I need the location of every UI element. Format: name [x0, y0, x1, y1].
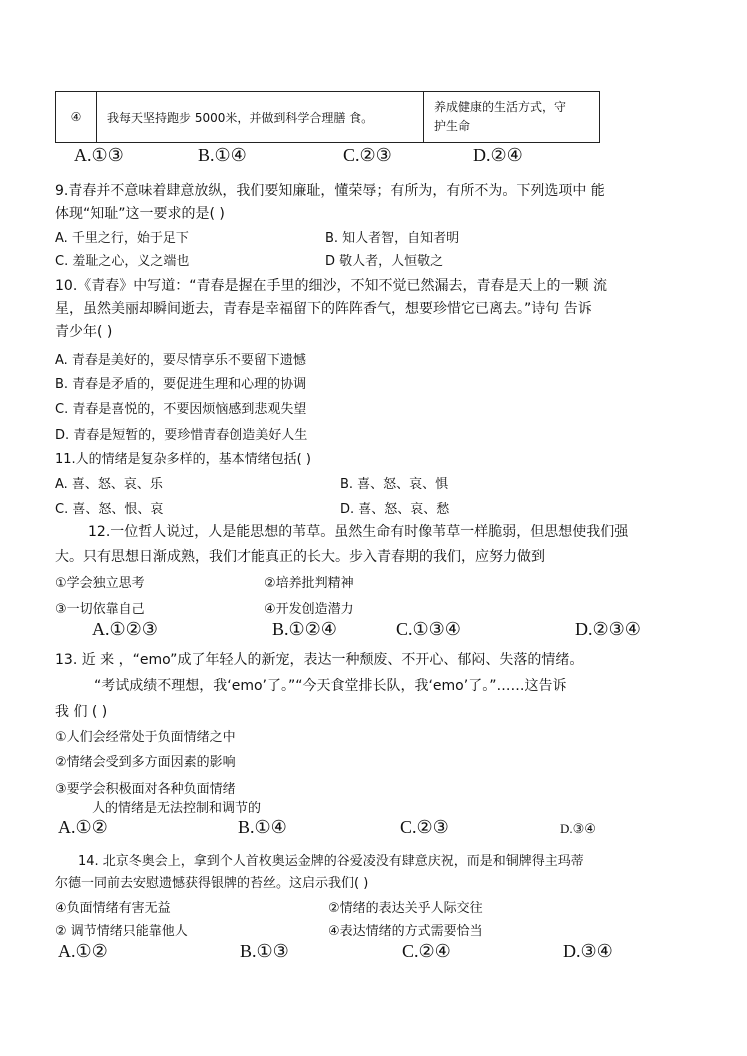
q12-item-1: ①学会独立思考 — [55, 576, 145, 591]
q11-option-a: A. 喜、怒、哀、乐 — [55, 477, 163, 492]
q14-stem-line-2: 尔德一同前去安慰遗憾获得银牌的苔丝。这启示我们( ) — [55, 876, 369, 891]
q10-option-d: D. 青春是短暂的，要珍惜青春创造美好人生 — [55, 428, 308, 443]
q10-stem-line-3: 青少年( ) — [55, 324, 113, 340]
q8-option-c: C.②③ — [343, 145, 392, 165]
q9-option-a: A. 千里之行，始于足下 — [55, 231, 189, 246]
q8-option-b: B.①④ — [198, 145, 247, 165]
q14-option-c: C.②④ — [402, 941, 451, 961]
table-cell-behavior — [97, 92, 424, 143]
q10-stem-line-2: 星，虽然美丽却瞬间逝去，青春是幸福留下的阵阵香气，想要珍惜它已离去。”诗句 告诉 — [55, 301, 592, 317]
q13-option-d: D.③④ — [560, 821, 596, 836]
q12-option-a: A.①②③ — [92, 619, 158, 639]
q12-item-4: ④开发创造潜力 — [264, 602, 354, 617]
q14-item-4: ④表达情绪的方式需要恰当 — [328, 924, 483, 939]
q14-option-d: D.③④ — [563, 941, 613, 961]
q9-option-b: B. 知人者智，自知者明 — [325, 231, 460, 246]
meaning-line-2: 护生命 — [434, 119, 471, 133]
q13-option-c: C.②③ — [400, 817, 449, 837]
q14-option-a: A.①② — [58, 941, 108, 961]
q10-option-c: C. 青春是喜悦的，不要因烦恼感到悲观失望 — [55, 402, 307, 417]
q11-option-b: B. 喜、怒、哀、惧 — [340, 477, 449, 492]
q13-stem-line-1: 13. 近 来 ，“emo”成了年轻人的新宠，表达一种颓废、不开心、郁闷、失落的情绪。 — [55, 652, 584, 668]
q13-stem-line-3: 我 们 ( ) — [55, 704, 108, 720]
table-cell-number — [56, 92, 97, 143]
q12-option-d: D.②③④ — [575, 619, 641, 639]
q10-option-a: A. 青春是美好的，要尽情享乐不要留下遗憾 — [55, 353, 306, 368]
q11-option-d: D. 喜、怒、哀、愁 — [340, 502, 450, 517]
q13-option-b: B.①④ — [238, 817, 287, 837]
q14-item-2: ②情绪的表达关乎人际交往 — [328, 901, 483, 916]
q9-stem-line-2: 体现“知耻”这一要求的是( ) — [55, 206, 225, 222]
q13-item-1: ①人们会经常处于负面情绪之中 — [55, 730, 236, 745]
q8-option-d: D.②④ — [473, 145, 523, 165]
q12-item-3: ③一切依靠自己 — [55, 602, 145, 617]
q13-item-2: ②情绪会受到多方面因素的影响 — [55, 755, 236, 770]
q14-item-3: ② 调节情绪只能靠他人 — [55, 924, 188, 939]
q9-stem-line-1: 9.青春并不意味着肆意放纵，我们要知廉耻，懂荣辱；有所为，有所不为。下列选项中 能 — [55, 183, 605, 199]
q12-stem-line-2: 大。只有思想日渐成熟，我们才能真正的长大。步入青春期的我们，应努力做到 — [55, 549, 545, 565]
q10-option-b: B. 青春是矛盾的，要促进生理和心理的协调 — [55, 377, 307, 392]
q13-item-4: 人的情绪是无法控制和调节的 — [92, 801, 262, 816]
q14-item-1: ④负面情绪有害无益 — [55, 901, 171, 916]
meaning-line-1: 养成健康的生活方式，守 — [434, 100, 567, 114]
q11-stem: 11.人的情绪是复杂多样的，基本情绪包括( ) — [55, 452, 311, 467]
q9-option-d: D 敬人者，人恒敬之 — [325, 254, 444, 269]
q14-option-b: B.①③ — [240, 941, 289, 961]
answer-table — [55, 91, 600, 143]
q13-option-a: A.①② — [58, 817, 108, 837]
q9-option-c: C. 羞耻之心，义之端也 — [55, 254, 190, 269]
table-cell-meaning — [424, 92, 600, 143]
behavior-text: 我每天坚持跑步 5000米，并做到科学合理膳 食。 — [107, 110, 374, 125]
q11-option-c: C. 喜、怒、恨、哀 — [55, 502, 164, 517]
q14-stem-line-1: 14. 北京冬奥会上，拿到个人首枚奥运金牌的谷爱凌没有肆意庆祝，而是和铜牌得主玛蒂 — [78, 854, 584, 869]
q12-option-c: C.①③④ — [396, 619, 461, 639]
table-row — [56, 92, 600, 143]
q8-option-a: A.①③ — [74, 145, 124, 165]
q12-item-2: ②培养批判精神 — [264, 576, 354, 591]
q13-item-3: ③要学会积极面对各种负面情绪 — [55, 782, 236, 797]
q10-stem-line-1: 10.《青春》中写道：“青春是握在手里的细沙，不知不觉已然漏去，青春是天上的一颗 流 — [55, 278, 607, 294]
q13-stem-line-2: “考试成绩不理想，我‘emo’了。”“今天食堂排长队，我‘emo’了。”……这告诉 — [94, 678, 567, 694]
row-number: ④ — [70, 110, 82, 124]
q12-option-b: B.①②④ — [272, 619, 337, 639]
q12-stem-line-1: 12.一位哲人说过，人是能思想的苇草。虽然生命有时像苇草一样脆弱，但思想使我们强 — [88, 524, 629, 540]
